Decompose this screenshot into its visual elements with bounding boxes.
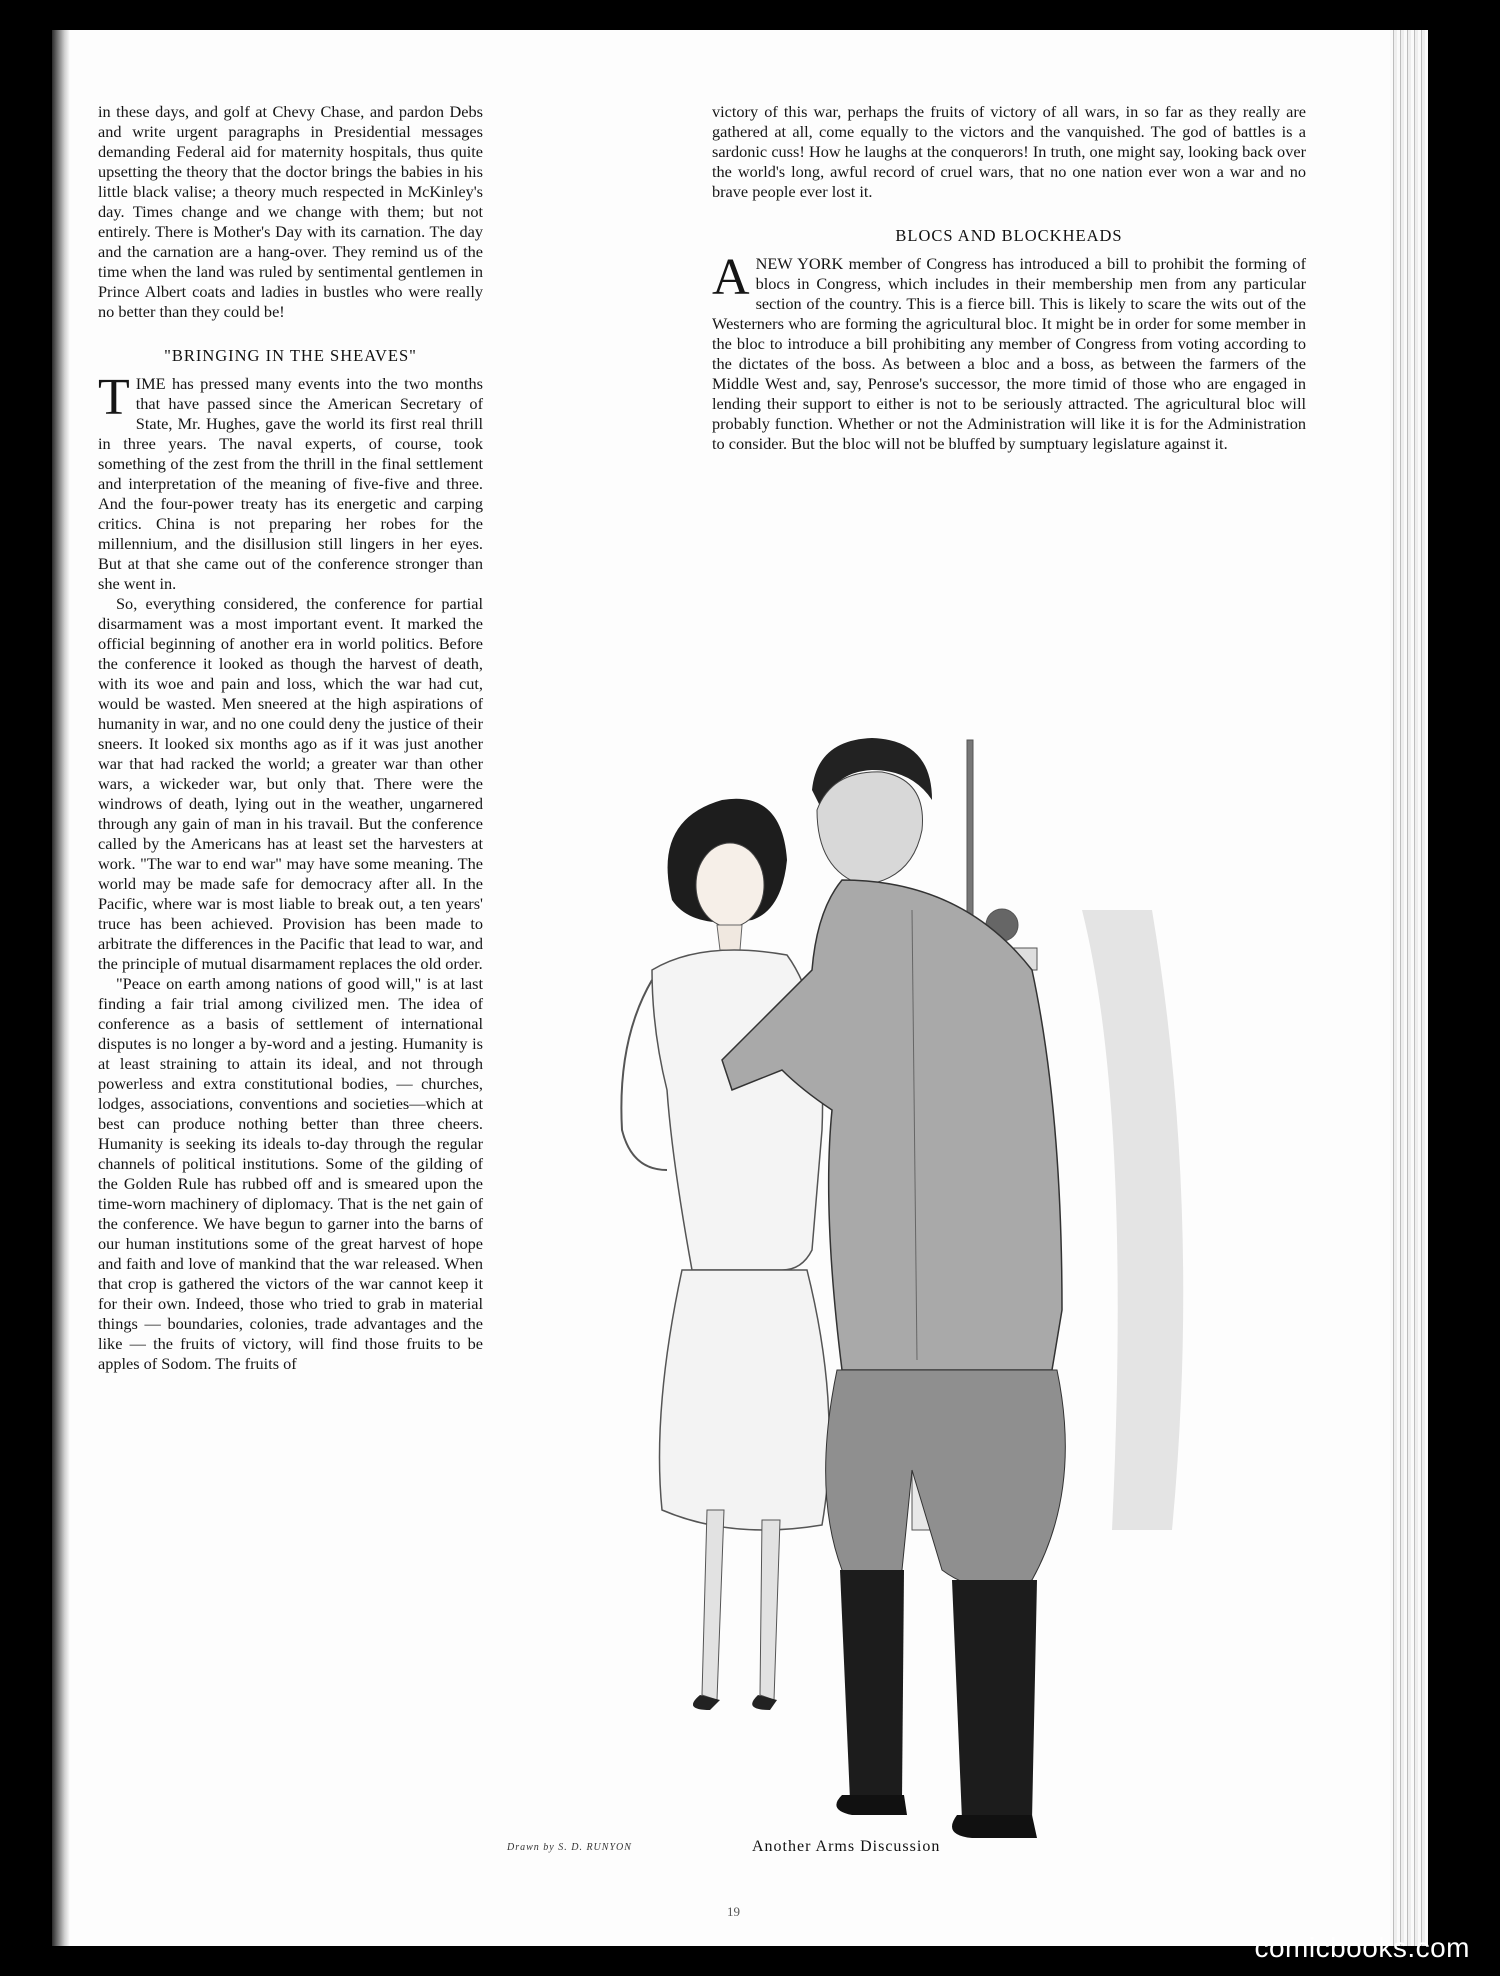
woman-figure — [621, 799, 829, 1710]
page-edge — [1390, 30, 1428, 1946]
watermark: comicbooks.com — [1254, 1932, 1470, 1963]
wall-shadow — [1082, 910, 1183, 1530]
right-column — [712, 102, 1306, 454]
illustration-drawing — [612, 710, 1316, 1860]
sheaves-paragraph-2: So, everything considered, the conference for partial disarmament was a most important event. It marked the official beginning of another era in world politics. Before the conference it looked as though the harvest of death, with its woe and pain and loss, which the war had cut, would be wasted. Men sneered at the high aspirations of humanity in war, and no one could deny the justice of their sneers. It looked six months ago as if it was just another war that had racked the world; a greater war than other wars, a wickeder war, but only that. There were the windrows of death, lying out in the weather, ungarnered through any gain of man in his travail. But the conference called by the Americans has at least set the harvesters at work. "The war to end war" may have some meaning. The world may be made safe for democracy after all. In the Pacific, where war is most liable to break out, a ten years' truce has been achieved. Provision has been made to arbitrate the differences in the Pacific that lead to war, and the principle of mutual disarmament replaces the old order. — [98, 594, 483, 973]
right-intro-paragraph: victory of this war, perhaps the fruits of victory of all wars, in so far as they really are gathered at all, come equally to the victors and the vanquished. The god of battles is a sardonic cuss! How he laughs at the conquerors! In truth, one might say, looking back over the world's long, awful record of cruel wars, that no one nation ever won a war and no brave people ever lost it. — [712, 102, 1306, 201]
gutter-shadow — [52, 30, 70, 1946]
illustration-credit: Drawn by S. D. RUNYON — [507, 1842, 632, 1853]
sheaves-paragraph-3: "Peace on earth among nations of good will," is at last finding a fair trial among civilized men. The idea of conference as a basis of settlement of international disputes is no longer a by-word and a jesting. Humanity is at least straining to attain its ideal, and not through powerless and extra constitutional bodies, — churches, lodges, associations, conventions and societies—which at best can produce nothing better than three cheers. Humanity is seeking its ideals to-day through the regular channels of political institutions. Some of the gilding of the Golden Rule has rubbed off and is smeared upon the time-worn machinery of diplomacy. That is the net gain of the conference. We have begun to garner into the barns of our human institutions some of the great harvest of hope and faith and love of mankind that the war released. When that crop is gathered the victors of the war cannot keep it for their own. Indeed, those who tried to grab in material things — boundaries, colonies, trade advantages and the like — the fruits of victory, will find those fruits to be apples of Sodom. The fruits of — [98, 974, 483, 1373]
heading-blocs-and-blockheads: BLOCS AND BLOCKHEADS — [895, 226, 1123, 245]
magazine-page — [52, 30, 1428, 1946]
dropcap-a: A — [712, 249, 750, 306]
left-column — [98, 102, 483, 1374]
blocs-paragraph-1-text: NEW YORK member of Congress has introduced a bill to prohibit the forming of blocs in Congress, which includes in their membership men from any particular section of the country. This is a fierce bill. This is likely to scare the wits out of the Westerners who are forming the agricultural bloc. It might be in order for some member in the bloc to introduce a bill prohibiting any member of Congress from voting according to the dictates of the boss. As between a bloc and a boss, as between the farmers of the Middle West and, say, Penrose's successor, the more timid of those who are engaged in lending their support to either is not to be seriously attracted. The agricultural bloc will probably function. Whether or not the Administration will like it is for the Administration to consider. But the bloc will not be bluffed by sumptuary legislature against it. — [712, 254, 1306, 453]
illustration-caption: Another Arms Discussion — [752, 1838, 941, 1855]
heading-bringing-in-the-sheaves: "BRINGING IN THE SHEAVES" — [164, 346, 417, 365]
sheaves-paragraph-1 — [98, 369, 483, 594]
page-number: 19 — [727, 1904, 740, 1919]
sheaves-paragraph-1-text: IME has pressed many events into the two months that have passed since the American Secretary of State, Mr. Hughes, gave the world its first real thrill in three years. The naval experts, of course, took something of the zest from the thrill in the final settlement and interpretation of the meaning of five-five and three. And the four-power treaty has its energetic and carping critics. China is not preparing her robes for the millennium, and the disillusion still lingers in her eyes. But at that she came out of the conference stronger than she went in. — [98, 374, 483, 593]
illustration-couple-dancing — [612, 710, 1316, 1860]
left-intro-paragraph: in these days, and golf at Chevy Chase, and pardon Debs and write urgent paragraphs in Presidential messages demanding Federal aid for maternity hospitals, thus quite upsetting the theory that the doctor brings the babies in his little black valise; a theory much respected in McKinley's day. Times change and we change with them; but not entirely. There is Mother's Day with its carnation. The day and the carnation are a hang-over. They remind us of the time when the land was ruled by sentimental gentlemen in Prince Albert coats and ladies in bustles who were really no better than they could be! — [98, 102, 483, 321]
blocs-paragraph-1 — [712, 249, 1306, 454]
dropcap-t: T — [98, 369, 130, 426]
